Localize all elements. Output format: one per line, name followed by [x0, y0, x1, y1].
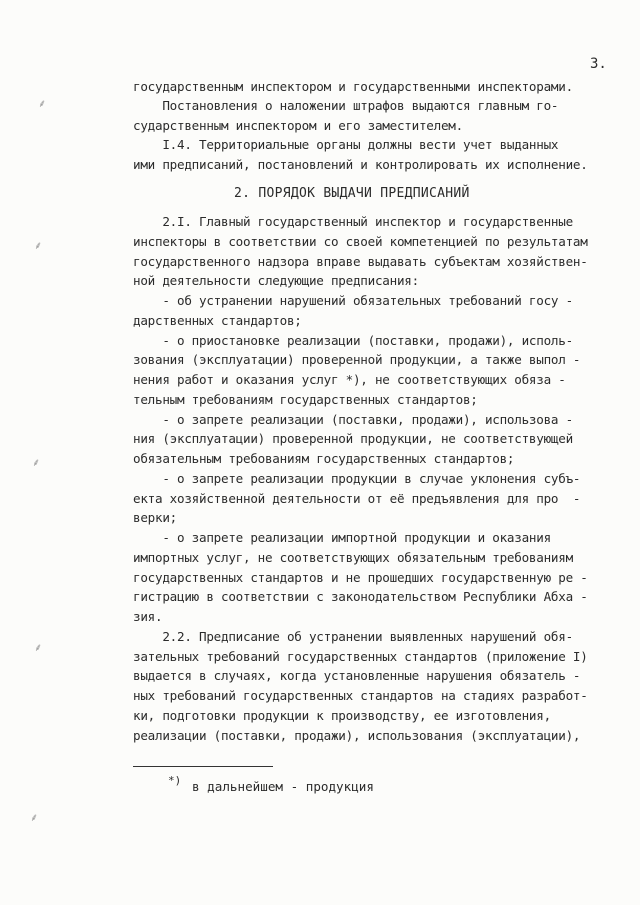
text-line: - о запрете реализации импортной продукции и оказания	[133, 530, 551, 545]
section-title: 2. ПОРЯДОК ВЫДАЧИ ПРЕДПИСАНИЙ	[234, 186, 470, 201]
text-line: - об устранении нарушений обязательных требований госу -	[133, 293, 573, 308]
text-line: ной деятельности следующие предписания:	[133, 273, 419, 289]
footnote-divider	[133, 766, 273, 767]
text-line: верки;	[133, 510, 177, 526]
text-line: - о приостановке реализации (поставки, продажи), исполь-	[133, 332, 573, 348]
text-line: дарственных стандартов;	[133, 312, 302, 328]
scan-speck: ⸙	[30, 811, 39, 824]
text-line: реализации (поставки, продажи), использования (эксплуатации),	[133, 727, 581, 743]
scan-speck: ⸙	[38, 97, 47, 110]
text-line: государственных стандартов и не прошедших государственную ре -	[133, 569, 588, 585]
text-line: выдается в случаях, когда установленные нарушения обязатель -	[133, 668, 581, 684]
text-line: I.4. Территориальные органы должны вести учет выданных	[133, 137, 559, 153]
text-line: - о запрете реализации продукции в случае уклонения субъ-	[133, 470, 581, 486]
text-line: ния (эксплуатации) проверенной продукции, не соответствующей	[133, 431, 573, 447]
text-line: 2.2. Предписание об устранении выявленных нарушений обя-	[133, 628, 573, 644]
text-line: тельным требованиям государственных стандартов;	[133, 391, 478, 407]
text-line: нения работ и оказания услуг *), не соответствующих обяза -	[133, 372, 566, 387]
text-line: государственным инспектором и государственными инспекторами.	[133, 79, 573, 94]
text-line: обязательным требованиям государственных стандартов;	[133, 451, 515, 466]
footnote-text: в дальнейшем - продукция	[192, 779, 374, 794]
text-line: - о запрете реализации (поставки, продажи), использова -	[133, 411, 573, 427]
text-line: государственного надзора вправе выдавать субъектам хозяйствен-	[133, 253, 588, 269]
text-line: ки, подготовки продукции к производству, ее изготовления,	[133, 707, 551, 723]
text-line: екта хозяйственной деятельности от её предъявления для про -	[133, 490, 581, 506]
text-line: зования (эксплуатации) проверенной продукции, а также выпол -	[133, 352, 581, 368]
text-line: импортных услуг, не соответствующих обязательным требованиям	[133, 549, 573, 565]
scan-speck: ⸙	[32, 456, 41, 469]
text-line: сударственным инспектором и его заместителем.	[133, 117, 463, 133]
text-line: зия.	[133, 609, 163, 624]
scan-speck: ⸙	[34, 641, 43, 654]
scan-speck: ⸙	[34, 239, 43, 252]
text-line: зательных требований государственных стандартов (приложение I)	[133, 648, 588, 664]
text-line: инспекторы в соответствии со своей компетенцией по результатам	[133, 233, 588, 249]
text-line: ных требований государственных стандартов на стадиях разработ-	[133, 688, 588, 703]
footnote-mark: *)	[168, 774, 182, 787]
text-line: ими предписаний, постановлений и контролировать их исполнение.	[133, 156, 588, 172]
text-line: Постановления о наложении штрафов выдаются главным го-	[133, 98, 559, 114]
text-line: гистрацию в соответствии с законодательством Республики Абха -	[133, 589, 588, 605]
page-number: 3.	[590, 56, 607, 72]
text-line: 2.I. Главный государственный инспектор и государственные	[133, 214, 573, 229]
